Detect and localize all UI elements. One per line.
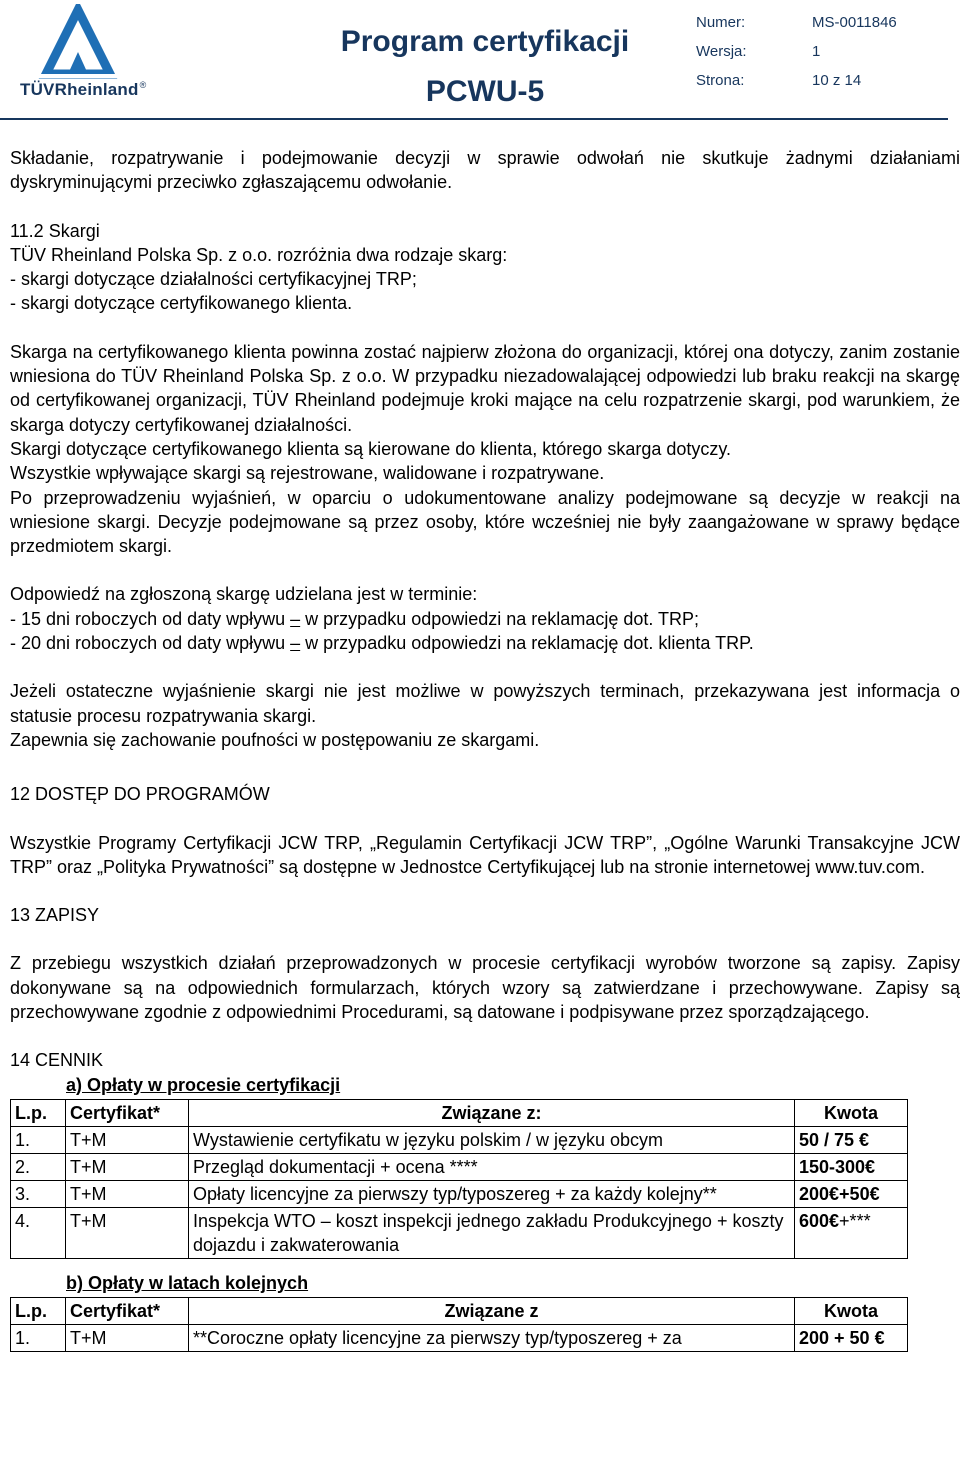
meta-page: Strona: 10 z 14 — [696, 72, 862, 89]
table-header-row: L.p. Certyfikat* Związane z Kwota — [11, 1298, 908, 1325]
complaints-type-1: - skargi dotyczące działalności certyfikacyjnej TRP; — [10, 269, 417, 290]
response-20-days: - 20 dni roboczych od daty wpływu – w przypadku odpowiedzi na reklamację dot. klienta TRP. — [10, 633, 754, 654]
response-intro: Odpowiedź na zgłoszoną skargę udzielana jest w terminie: — [10, 584, 478, 605]
table-row: 4. T+M Inspekcja WTO – koszt inspekcji jednego zakładu Produkcyjnego + koszty dojazdu i zakwaterowania 600€+*** — [11, 1207, 908, 1258]
response-15-days: - 15 dni roboczych od daty wpływu – w przypadku odpowiedzi na reklamację dot. TRP; — [10, 608, 700, 629]
table-row: 2. T+M Przegląd dokumentacji + ocena **** 150-300€ — [11, 1153, 908, 1180]
pricing-table-a — [10, 1099, 908, 1259]
section-heading-12: 12 DOSTĘP DO PROGRAMÓW — [10, 784, 270, 805]
section-heading-14: 14 CENNIK — [10, 1050, 104, 1071]
pricing-b-title: b) Opłaty w latach kolejnych — [66, 1272, 309, 1293]
page-header — [0, 0, 960, 120]
table-row: 1. T+M **Coroczne opłaty licencyjne za pierwszy typ/typoszereg + za 200 + 50 € — [11, 1325, 908, 1352]
paragraph-registered: Wszystkie wpływające skargi są rejestrowane, walidowane i rozpatrywane. — [10, 463, 605, 484]
document-meta — [696, 14, 897, 101]
paragraph-access: Wszystkie Programy Certyfikacji JCW TRP, „Regulamin Certyfikacji JCW TRP”, „Ogólne Warunki Transakcyjne JCW TRP” oraz „Polityka Prywatności” są dostępne w Jednostce Certyfikującej lub na stronie internetowej www.tuv.com. — [10, 832, 960, 877]
table-header-row: L.p. Certyfikat* Związane z: Kwota — [11, 1099, 908, 1126]
paragraph-decisions: Składanie, rozpatrywanie i podejmowanie decyzji w sprawie odwołań nie skutkuje żadnymi działaniami dyskryminującymi przeciwko zgłaszającemu odwołanie. — [10, 148, 960, 193]
document-code: PCWU-5 — [425, 75, 545, 108]
paragraph-after-explanation: Po przeprowadzeniu wyjaśnień, w oparciu o udokumentowane analizy podejmowane są decyzje w reakcji na wniesione skargi. Decyzje podejmowane są przez osoby, które wcześniej nie były zaangażowane w sprawy będące przedmiotem skargi. — [10, 487, 960, 557]
paragraph-client-complaint: Skarga na certyfikowanego klienta powinna zostać najpierw złożona do organizacji, której ona dotyczy, zanim zostanie wniesiona do TÜV Rheinland Polska Sp. z o.o. W przypadku niezadowalającej odpowiedzi lub braku reakcji na skargę od certyfikowanej organizacji, TÜV Rheinland podejmuje kroki mające na celu rozpatrzenie skargi, pod warunkiem, że skarga dotyczy certyfikowanej działalności. — [10, 341, 960, 435]
paragraph-records: Z przebiegu wszystkich działań przeprowadzonych w procesie certyfikacji wyrobów tworzone są zapisy. Zapisy dokonywane są na odpowiednich formularzach, których wzory są zatwierdzane i przechowywane. Zapisy są przechowywane zgodnie z odpowiednimi Procedurami, są datowane i podpisywane przez sporządzającego. — [10, 953, 960, 1023]
pricing-table-b — [10, 1297, 908, 1352]
paragraph-confidential: Zapewnia się zachowanie poufności w postępowaniu ze skargami. — [10, 729, 540, 750]
section-heading-11-2: 11.2 Skargi — [10, 220, 100, 241]
section-heading-13: 13 ZAPISY — [10, 905, 100, 926]
document-title: Program certyfikacji — [340, 25, 630, 58]
header-divider — [0, 118, 948, 120]
table-row: 1. T+M Wystawienie certyfikatu w języku polskim / w języku obcym 50 / 75 € — [11, 1126, 908, 1153]
meta-number: Numer: MS-0011846 — [696, 14, 897, 31]
logo-wordmark: TÜVRheinland® — [20, 80, 147, 99]
document-body — [10, 146, 960, 1352]
complaints-type-2: - skargi dotyczące certyfikowanego klienta. — [10, 293, 353, 314]
meta-version: Wersja: 1 — [696, 43, 821, 60]
pricing-a-title: a) Opłaty w procesie certyfikacji — [66, 1074, 341, 1095]
paragraph-not-possible: Jeżeli ostateczne wyjaśnienie skargi nie jest możliwe w powyższych terminach, przekazywana jest informacja o statusie procesu rozpatrywania skargi. — [10, 681, 960, 726]
table-row: 3. T+M Opłaty licencyjne za pierwszy typ/typoszereg + za każdy kolejny** 200€+50€ — [11, 1180, 908, 1207]
paragraph-directed: Skargi dotyczące certyfikowanego klienta są kierowane do klienta, którego skarga dotyczy. — [10, 438, 732, 459]
complaints-intro: TÜV Rheinland Polska Sp. z o.o. rozróżnia dwa rodzaje skarg: — [10, 244, 508, 265]
